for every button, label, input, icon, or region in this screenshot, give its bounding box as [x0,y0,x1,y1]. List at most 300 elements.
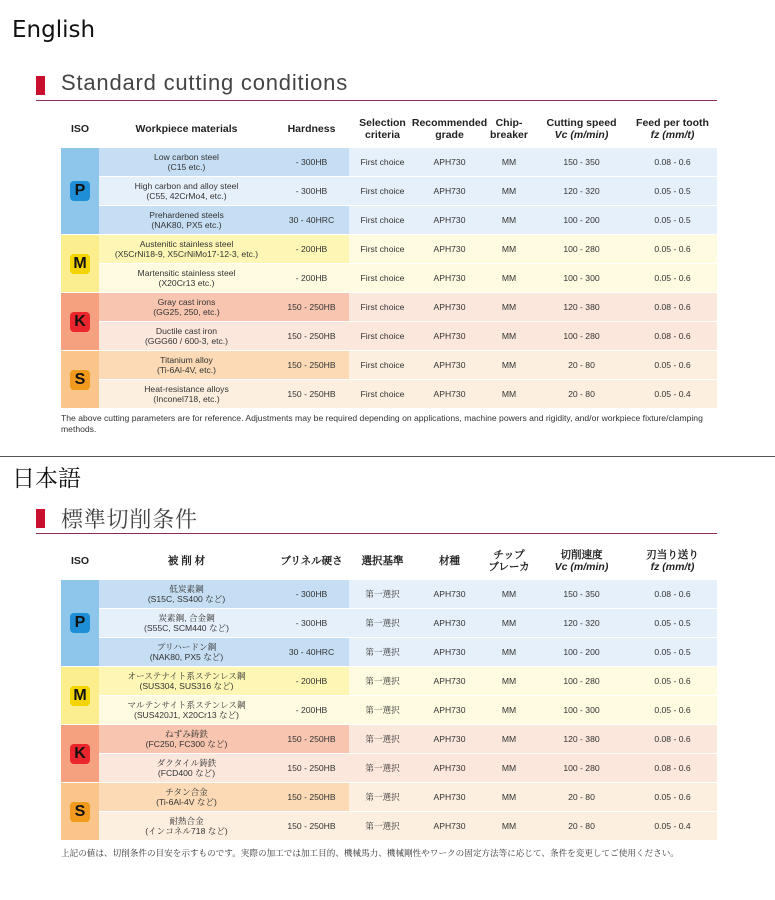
cell-chip [483,609,535,637]
chip-value: MM [501,763,517,773]
cell-material [99,754,274,782]
cell-hardness [274,696,349,724]
selection-value: First choice [360,302,405,312]
speed-value: 100 - 300 [563,273,600,283]
header-feed [628,542,717,580]
hardness-value: 150 - 250HB [287,821,336,831]
grade-value: APH730 [433,821,466,831]
cell-selection [349,696,416,724]
table-row [61,148,717,177]
table-header [61,110,717,148]
cell-hardness [274,177,349,205]
header-selection-label: Selection criteria [359,117,406,141]
material-name: Gray cast irons [157,297,216,307]
feed-value: 0.08 - 0.6 [654,331,691,341]
material-examples: (C15 etc.) [167,162,206,172]
selection-value: First choice [360,273,405,283]
feed-value: 0.05 - 0.5 [654,647,691,657]
header-material [99,542,274,580]
grade-value: APH730 [433,389,466,399]
cell-hardness [274,580,349,608]
hardness-value: 150 - 250HB [287,302,336,312]
cell-material [99,580,274,608]
grade-value: APH730 [433,215,466,225]
speed-value: 100 - 200 [563,215,600,225]
cell-feed [628,293,717,321]
hardness-value: 30 - 40HRC [288,215,335,225]
cell-material [99,264,274,292]
cell-selection [349,206,416,234]
chip-value: MM [501,360,517,370]
header-speed-line1: Cutting speed [546,117,617,129]
cell-speed [535,148,628,176]
header-iso [61,542,99,580]
iso-badge-p: P [70,613,90,633]
speed-value: 100 - 280 [563,763,600,773]
feed-value: 0.05 - 0.5 [654,186,691,196]
material-examples: (SUS304, SUS316 など) [139,681,234,691]
hardness-value: 150 - 250HB [287,360,336,370]
language-label: English [12,17,96,43]
material-examples: (GGG60 / 600-3, etc.) [144,336,229,346]
hardness-value: - 300HB [295,589,328,599]
section-divider [0,456,775,457]
cell-feed [628,322,717,350]
section-heading [36,503,717,534]
cell-feed [628,351,717,379]
speed-value: 100 - 280 [563,244,600,254]
cell-material [99,609,274,637]
cell-chip [483,235,535,263]
cell-selection [349,177,416,205]
header-speed-line2: Vc (m/min) [554,561,609,573]
grade-value: APH730 [433,792,466,802]
table-row [61,580,717,609]
cell-chip [483,148,535,176]
grade-value: APH730 [433,589,466,599]
feed-value: 0.08 - 0.6 [654,302,691,312]
cell-hardness [274,783,349,811]
header-selection [349,110,416,148]
table-row [61,812,717,841]
selection-value: First choice [360,244,405,254]
table-row [61,293,717,322]
speed-value: 150 - 350 [563,589,600,599]
table-header [61,542,717,580]
header-feed-line1: Feed per tooth [636,117,709,129]
cell-speed [535,380,628,408]
speed-value: 100 - 280 [563,331,600,341]
hardness-value: 150 - 250HB [287,389,336,399]
feed-value: 0.05 - 0.4 [654,821,691,831]
header-feed-line2: fz (mm/t) [650,129,695,141]
cell-material [99,206,274,234]
cell-grade [416,322,483,350]
table-row [61,696,717,725]
material-name: チタン合金 [165,787,208,797]
chip-value: MM [501,389,517,399]
header-selection-label: 選択基準 [361,555,404,567]
material-examples: (S55C, SCM440 など) [143,623,229,633]
grade-value: APH730 [433,360,466,370]
hardness-value: - 200HB [295,273,328,283]
material-examples: (FCD400 など) [157,768,216,778]
selection-value: First choice [360,157,405,167]
material-name: Ductile cast iron [155,326,218,336]
selection-value: First choice [360,389,405,399]
cell-chip [483,754,535,782]
cell-material [99,725,274,753]
cell-speed [535,580,628,608]
material-name: ねずみ鋳鉄 [165,729,208,739]
cell-material [99,177,274,205]
cell-feed [628,754,717,782]
feed-value: 0.05 - 0.6 [654,244,691,254]
table-row [61,638,717,667]
header-material-label: 被 削 材 [167,555,206,567]
material-name: Prehardened steels [149,210,224,220]
cell-grade [416,783,483,811]
material-examples: (Inconel718, etc.) [153,394,220,404]
cell-selection [349,293,416,321]
cell-selection [349,580,416,608]
speed-value: 100 - 280 [563,676,600,686]
material-examples: (C55, 42CrMo4, etc.) [146,191,227,201]
table-footnote: The above cutting parameters are for reference. Adjustments may be required depending on applications, machine powers and rigidity, and/or workpiece fixture/clamping methods. [61,413,703,434]
cell-material [99,293,274,321]
table-row [61,322,717,351]
chip-value: MM [501,734,517,744]
table-row [61,667,717,696]
selection-value: 第一選択 [365,705,400,715]
iso-badge-s: S [70,370,90,390]
cell-hardness [274,235,349,263]
chip-value: MM [501,302,517,312]
cell-feed [628,380,717,408]
feed-value: 0.05 - 0.6 [654,705,691,715]
header-chip-label: チップ ブレーカ [488,549,530,573]
selection-value: 第一選択 [365,734,400,744]
grade-value: APH730 [433,618,466,628]
header-feed-label [636,117,709,141]
cell-chip [483,293,535,321]
cell-hardness [274,206,349,234]
material-examples: (Ti-6Al-4V, etc.) [156,365,217,375]
speed-value: 120 - 320 [563,186,600,196]
grade-value: APH730 [433,244,466,254]
material-examples: (NAK80, PX5 etc.) [151,220,222,230]
header-selection [349,542,416,580]
cell-hardness [274,725,349,753]
section-title: 標準切削条件 [61,507,198,532]
cell-grade [416,638,483,666]
material-name: 炭素鋼, 合金鋼 [158,613,215,623]
cell-material [99,696,274,724]
header-chip [483,110,535,148]
grade-value: APH730 [433,331,466,341]
speed-value: 100 - 200 [563,647,600,657]
chip-value: MM [501,676,517,686]
chip-value: MM [501,157,517,167]
cell-material [99,667,274,695]
header-iso-label: ISO [70,123,90,135]
feed-value: 0.08 - 0.6 [654,589,691,599]
feed-value: 0.08 - 0.6 [654,157,691,167]
cell-selection [349,783,416,811]
material-examples: (Ti-6Al-4V など) [156,797,217,807]
cell-grade [416,667,483,695]
material-examples: (インコネル718 など) [145,826,228,836]
cell-hardness [274,351,349,379]
header-feed-line1: 刃当り送り [646,549,699,561]
speed-value: 100 - 300 [563,705,600,715]
cell-grade [416,754,483,782]
cell-chip [483,667,535,695]
header-feed [628,110,717,148]
table-row [61,609,717,638]
table-row [61,783,717,812]
hardness-value: - 200HB [295,244,328,254]
hardness-value: - 200HB [295,676,328,686]
iso-badge-m: M [70,254,90,274]
grade-value: APH730 [433,157,466,167]
feed-value: 0.05 - 0.6 [654,792,691,802]
heading-accent-bar [36,76,45,95]
cell-grade [416,351,483,379]
iso-badge-s: S [70,802,90,822]
header-speed-line2: Vc (m/min) [554,129,609,141]
chip-value: MM [501,186,517,196]
cell-selection [349,812,416,840]
material-examples: (S15C, SS400 など) [147,594,226,604]
feed-value: 0.08 - 0.6 [654,734,691,744]
cell-hardness [274,638,349,666]
material-name: Martensitic stainless steel [137,268,236,278]
table-row [61,754,717,783]
header-speed-line1: 切削速度 [560,549,603,561]
chip-value: MM [501,705,517,715]
chip-value: MM [501,821,517,831]
cell-material [99,351,274,379]
cell-speed [535,177,628,205]
grade-value: APH730 [433,647,466,657]
chip-value: MM [501,244,517,254]
cell-grade [416,177,483,205]
material-name: 耐熱合金 [169,816,204,826]
header-feed-label [646,549,699,573]
selection-value: 第一選択 [365,647,400,657]
cell-chip [483,322,535,350]
cutting-conditions-table [61,110,717,409]
cell-feed [628,580,717,608]
cutting-conditions-table [61,542,717,841]
material-name: プリハードン鋼 [156,642,217,652]
cell-hardness [274,264,349,292]
speed-value: 20 - 80 [568,360,595,370]
cell-chip [483,380,535,408]
hardness-value: 150 - 250HB [287,331,336,341]
cell-chip [483,696,535,724]
selection-value: 第一選択 [365,792,400,802]
material-name: マルテンサイト系ステンレス鋼 [127,700,246,710]
cell-feed [628,783,717,811]
cell-material [99,380,274,408]
cell-hardness [274,322,349,350]
cell-speed [535,264,628,292]
cell-selection [349,351,416,379]
cell-hardness [274,293,349,321]
cell-chip [483,264,535,292]
table-row [61,264,717,293]
material-name: Austenitic stainless steel [139,239,234,249]
chip-value: MM [501,589,517,599]
material-examples: (NAK80, PX5 など) [149,652,224,662]
material-name: Heat-resistance alloys [144,384,229,394]
cell-material [99,638,274,666]
table-footnote: 上記の値は、切削条件の目安を示すものです。実際の加工では加工目的、機械馬力、機械剛性やワークの固定方法等に応じて、条件を変更してご使用ください。 [61,848,679,858]
cell-speed [535,235,628,263]
cell-feed [628,264,717,292]
grade-value: APH730 [433,705,466,715]
feed-value: 0.05 - 0.6 [654,273,691,283]
table-row [61,380,717,409]
cell-grade [416,293,483,321]
selection-value: 第一選択 [365,589,400,599]
iso-badge-m: M [70,686,90,706]
header-hardness [274,542,349,580]
chip-value: MM [501,273,517,283]
feed-value: 0.08 - 0.6 [654,763,691,773]
iso-badge-p: P [70,181,90,201]
cell-material [99,148,274,176]
chip-value: MM [501,647,517,657]
hardness-value: - 300HB [295,618,328,628]
cell-grade [416,696,483,724]
material-name: 低炭素鋼 [169,584,204,594]
cell-material [99,812,274,840]
cell-grade [416,580,483,608]
hardness-value: 30 - 40HRC [288,647,335,657]
chip-value: MM [501,618,517,628]
selection-value: 第一選択 [365,676,400,686]
cell-feed [628,725,717,753]
cell-selection [349,609,416,637]
table-row [61,235,717,264]
header-speed-label [555,549,609,573]
cell-chip [483,783,535,811]
hardness-value: 150 - 250HB [287,734,336,744]
cell-grade [416,725,483,753]
cell-feed [628,206,717,234]
header-grade [411,110,488,148]
cell-hardness [274,148,349,176]
cell-speed [535,812,628,840]
grade-value: APH730 [433,302,466,312]
material-name: ダクタイル鋳鉄 [156,758,217,768]
material-examples: (X20Cr13 etc.) [158,278,215,288]
cell-speed [535,725,628,753]
cell-feed [628,177,717,205]
cell-chip [483,580,535,608]
cell-chip [483,206,535,234]
hardness-value: - 200HB [295,705,328,715]
speed-value: 120 - 380 [563,734,600,744]
cell-grade [416,264,483,292]
hardness-value: - 300HB [295,186,328,196]
cell-feed [628,812,717,840]
cell-selection [349,148,416,176]
header-speed-label [547,117,617,141]
hardness-value: 150 - 250HB [287,763,336,773]
cell-grade [416,148,483,176]
cell-grade [416,206,483,234]
cell-feed [628,696,717,724]
chip-value: MM [501,331,517,341]
header-hardness [274,110,349,148]
table-row [61,725,717,754]
cell-speed [535,783,628,811]
grade-value: APH730 [433,763,466,773]
cell-hardness [274,667,349,695]
material-name: High carbon and alloy steel [134,181,239,191]
selection-value: 第一選択 [365,763,400,773]
header-hardness-label: ブリネル硬さ [280,555,343,567]
cell-material [99,783,274,811]
cell-feed [628,609,717,637]
speed-value: 20 - 80 [568,792,595,802]
cell-speed [535,754,628,782]
cell-chip [483,351,535,379]
cell-speed [535,206,628,234]
speed-value: 120 - 380 [563,302,600,312]
selection-value: First choice [360,331,405,341]
table-body [61,148,717,409]
cell-selection [349,380,416,408]
cell-grade [416,235,483,263]
header-iso-label: ISO [70,555,90,567]
cell-selection [349,322,416,350]
grade-value: APH730 [433,186,466,196]
cell-selection [349,754,416,782]
cell-speed [535,322,628,350]
cell-feed [628,235,717,263]
cell-speed [535,351,628,379]
language-label: 日本語 [12,466,81,492]
material-examples: (FC250, FC300 など) [145,739,228,749]
cell-selection [349,638,416,666]
header-grade [416,542,483,580]
selection-value: First choice [360,215,405,225]
cell-grade [416,609,483,637]
cell-speed [535,667,628,695]
selection-value: 第一選択 [365,821,400,831]
header-chip-label: Chip- breaker [490,117,528,141]
table-body [61,580,717,841]
grade-value: APH730 [433,273,466,283]
selection-value: 第一選択 [365,618,400,628]
cell-selection [349,667,416,695]
cell-chip [483,812,535,840]
cell-chip [483,638,535,666]
chip-value: MM [501,792,517,802]
feed-value: 0.05 - 0.4 [654,389,691,399]
feed-value: 0.05 - 0.6 [654,360,691,370]
header-speed [535,110,628,148]
section-title: Standard cutting conditions [61,70,348,95]
cell-hardness [274,609,349,637]
cell-selection [349,264,416,292]
section-heading [36,70,717,101]
